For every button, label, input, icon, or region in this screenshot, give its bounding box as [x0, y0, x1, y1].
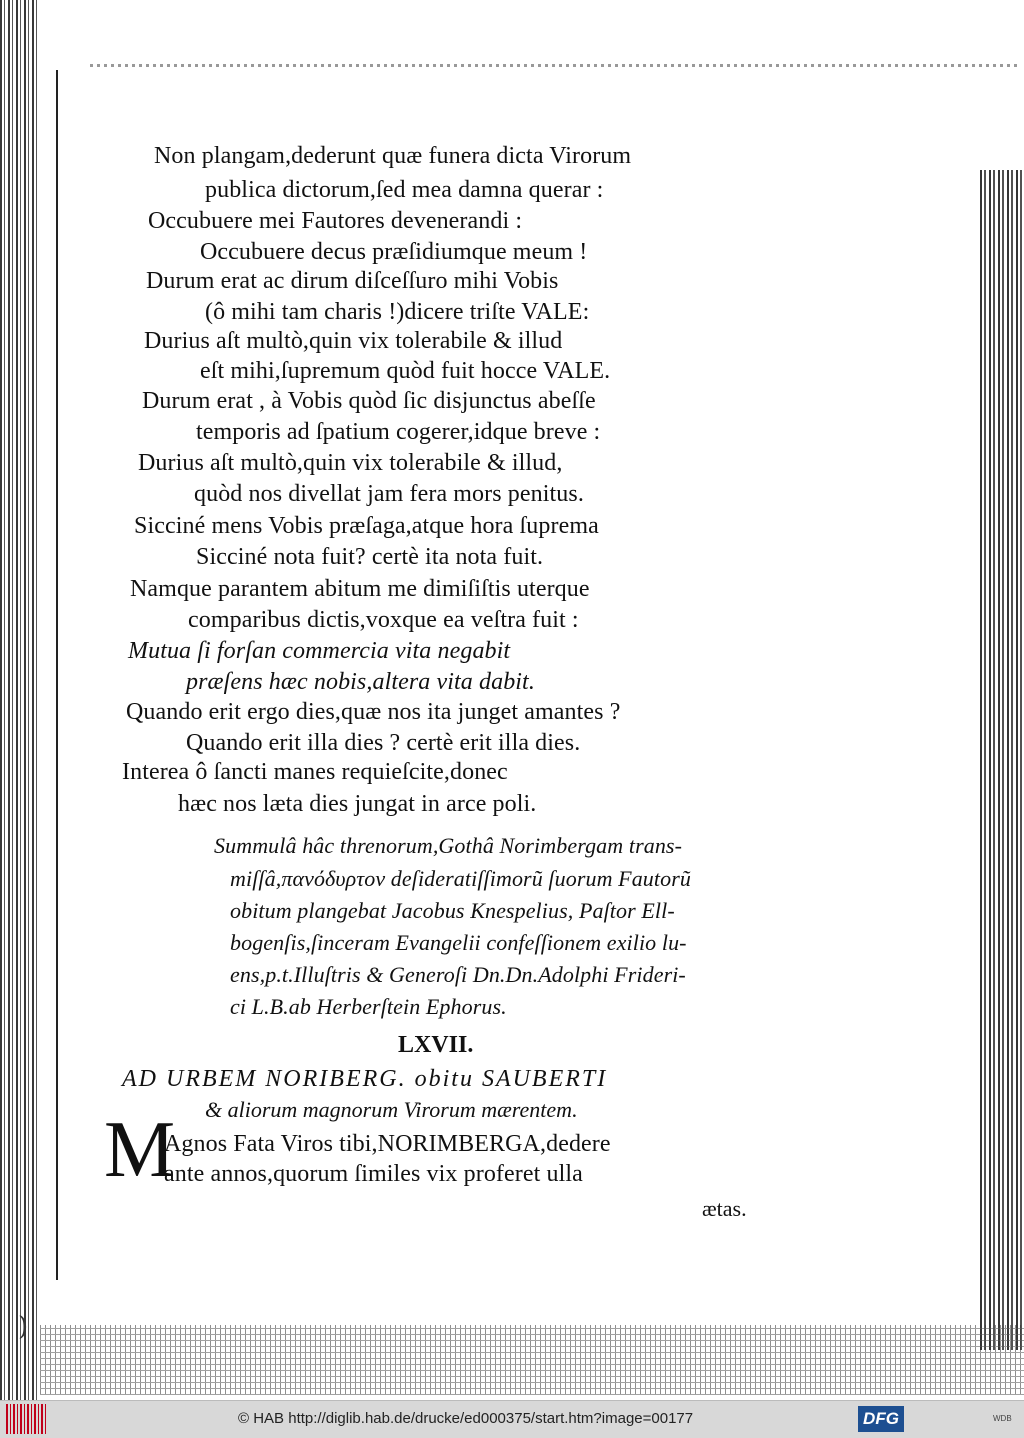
note-line: obitum plangebat Jacobus Knespelius, Paſtor Ell-: [230, 898, 675, 923]
drop-capital: M: [104, 1106, 176, 1194]
poem-line: Namque parantem abitum me dimiſiſtis uterque: [130, 576, 590, 602]
poem-line: præſens hæc nobis,altera vita dabit.: [186, 669, 535, 695]
wdb-label: WDB: [993, 1414, 1012, 1423]
poem-line: Durum erat , à Vobis quòd ſic disjunctus abeſſe: [142, 388, 596, 414]
dfg-logo[interactable]: DFG: [858, 1406, 904, 1432]
note-line: ci L.B.ab Herberſtein Ephorus.: [230, 994, 507, 1019]
section-title: AD URBEM NORIBERG. obitu SAUBERTI: [122, 1066, 608, 1092]
section-body-line: ante annos,quorum ſimiles vix proferet ulla: [164, 1161, 583, 1187]
poem-line: Quando erit illa dies ? certè erit illa dies.: [186, 730, 581, 756]
section-body-line: Agnos Fata Viros tibi,NORIMBERGA,dedere: [164, 1131, 611, 1157]
poem-line: Occubuere decus præſidiumque meum !: [200, 239, 588, 265]
page-gutter-line: [56, 70, 58, 1280]
poem-line: Interea ô ſancti manes requieſcite,donec: [122, 759, 508, 785]
poem-line: Occubuere mei Fautores devenerandi :: [148, 208, 523, 234]
poem-line: Durum erat ac dirum diſceſſuro mihi Vobis: [146, 268, 559, 294]
poem-line: Sicciné mens Vobis præſaga,atque hora ſuprema: [134, 513, 599, 539]
section-subtitle: & aliorum magnorum Virorum mærentem.: [205, 1097, 578, 1122]
poem-line: Durius aſt multò,quin vix tolerabile & illud,: [138, 450, 563, 476]
viewer-footer-bar: [0, 1400, 1024, 1438]
poem-line: hæc nos læta dies jungat in arce poli.: [178, 791, 537, 817]
poem-line: comparibus dictis,voxque ea veſtra fuit :: [188, 607, 579, 633]
note-line: miſſâ,πανόδυρτον deſideratiſſimorũ ſuorum Fautorũ: [230, 866, 691, 891]
poem-line: Non plangam,dederunt quæ funera dicta Virorum: [154, 143, 632, 169]
scan-top-edge: [90, 64, 1020, 67]
poem-line: eſt mihi,ſupremum quòd fuit hocce VALE.: [200, 358, 611, 384]
note-line: Summulâ hâc threnorum,Gothâ Norimbergam trans-: [214, 833, 683, 858]
poem-line: (ô mihi tam charis !)dicere triſte VALE:: [205, 299, 590, 325]
poem-line: quòd nos divellat jam fera mors penitus.: [194, 481, 584, 507]
catchword: ætas.: [702, 1196, 747, 1221]
hab-logo-icon[interactable]: [6, 1404, 46, 1434]
scan-bottom-edge: [40, 1325, 1024, 1395]
page-corner-mark: ): [18, 1312, 29, 1342]
poem-line: Quando erit ergo dies,quæ nos ita junget amantes ?: [126, 699, 621, 725]
poem-line: Sicciné nota fuit? certè ita nota fuit.: [196, 544, 544, 570]
note-line: bogenſis,ſinceram Evangelii confeſſionem exilio lu-: [230, 930, 687, 955]
citation-link[interactable]: © HAB http://diglib.hab.de/drucke/ed000375/start.htm?image=00177: [238, 1410, 694, 1427]
section-number: LXVII.: [398, 1032, 474, 1058]
note-line: ens,p.t.Illuſtris & Generoſi Dn.Dn.Adolphi Frideri-: [230, 962, 686, 987]
poem-line: publica dictorum,ſed mea damna querar :: [205, 177, 604, 203]
poem-line: Mutua ſi forſan commercia vita negabit: [128, 638, 511, 664]
poem-line: temporis ad ſpatium cogerer,idque breve :: [196, 419, 601, 445]
poem-line: Durius aſt multò,quin vix tolerabile & illud: [144, 328, 563, 354]
scan-left-edge: [0, 0, 38, 1400]
scan-right-edge: [980, 170, 1024, 1350]
